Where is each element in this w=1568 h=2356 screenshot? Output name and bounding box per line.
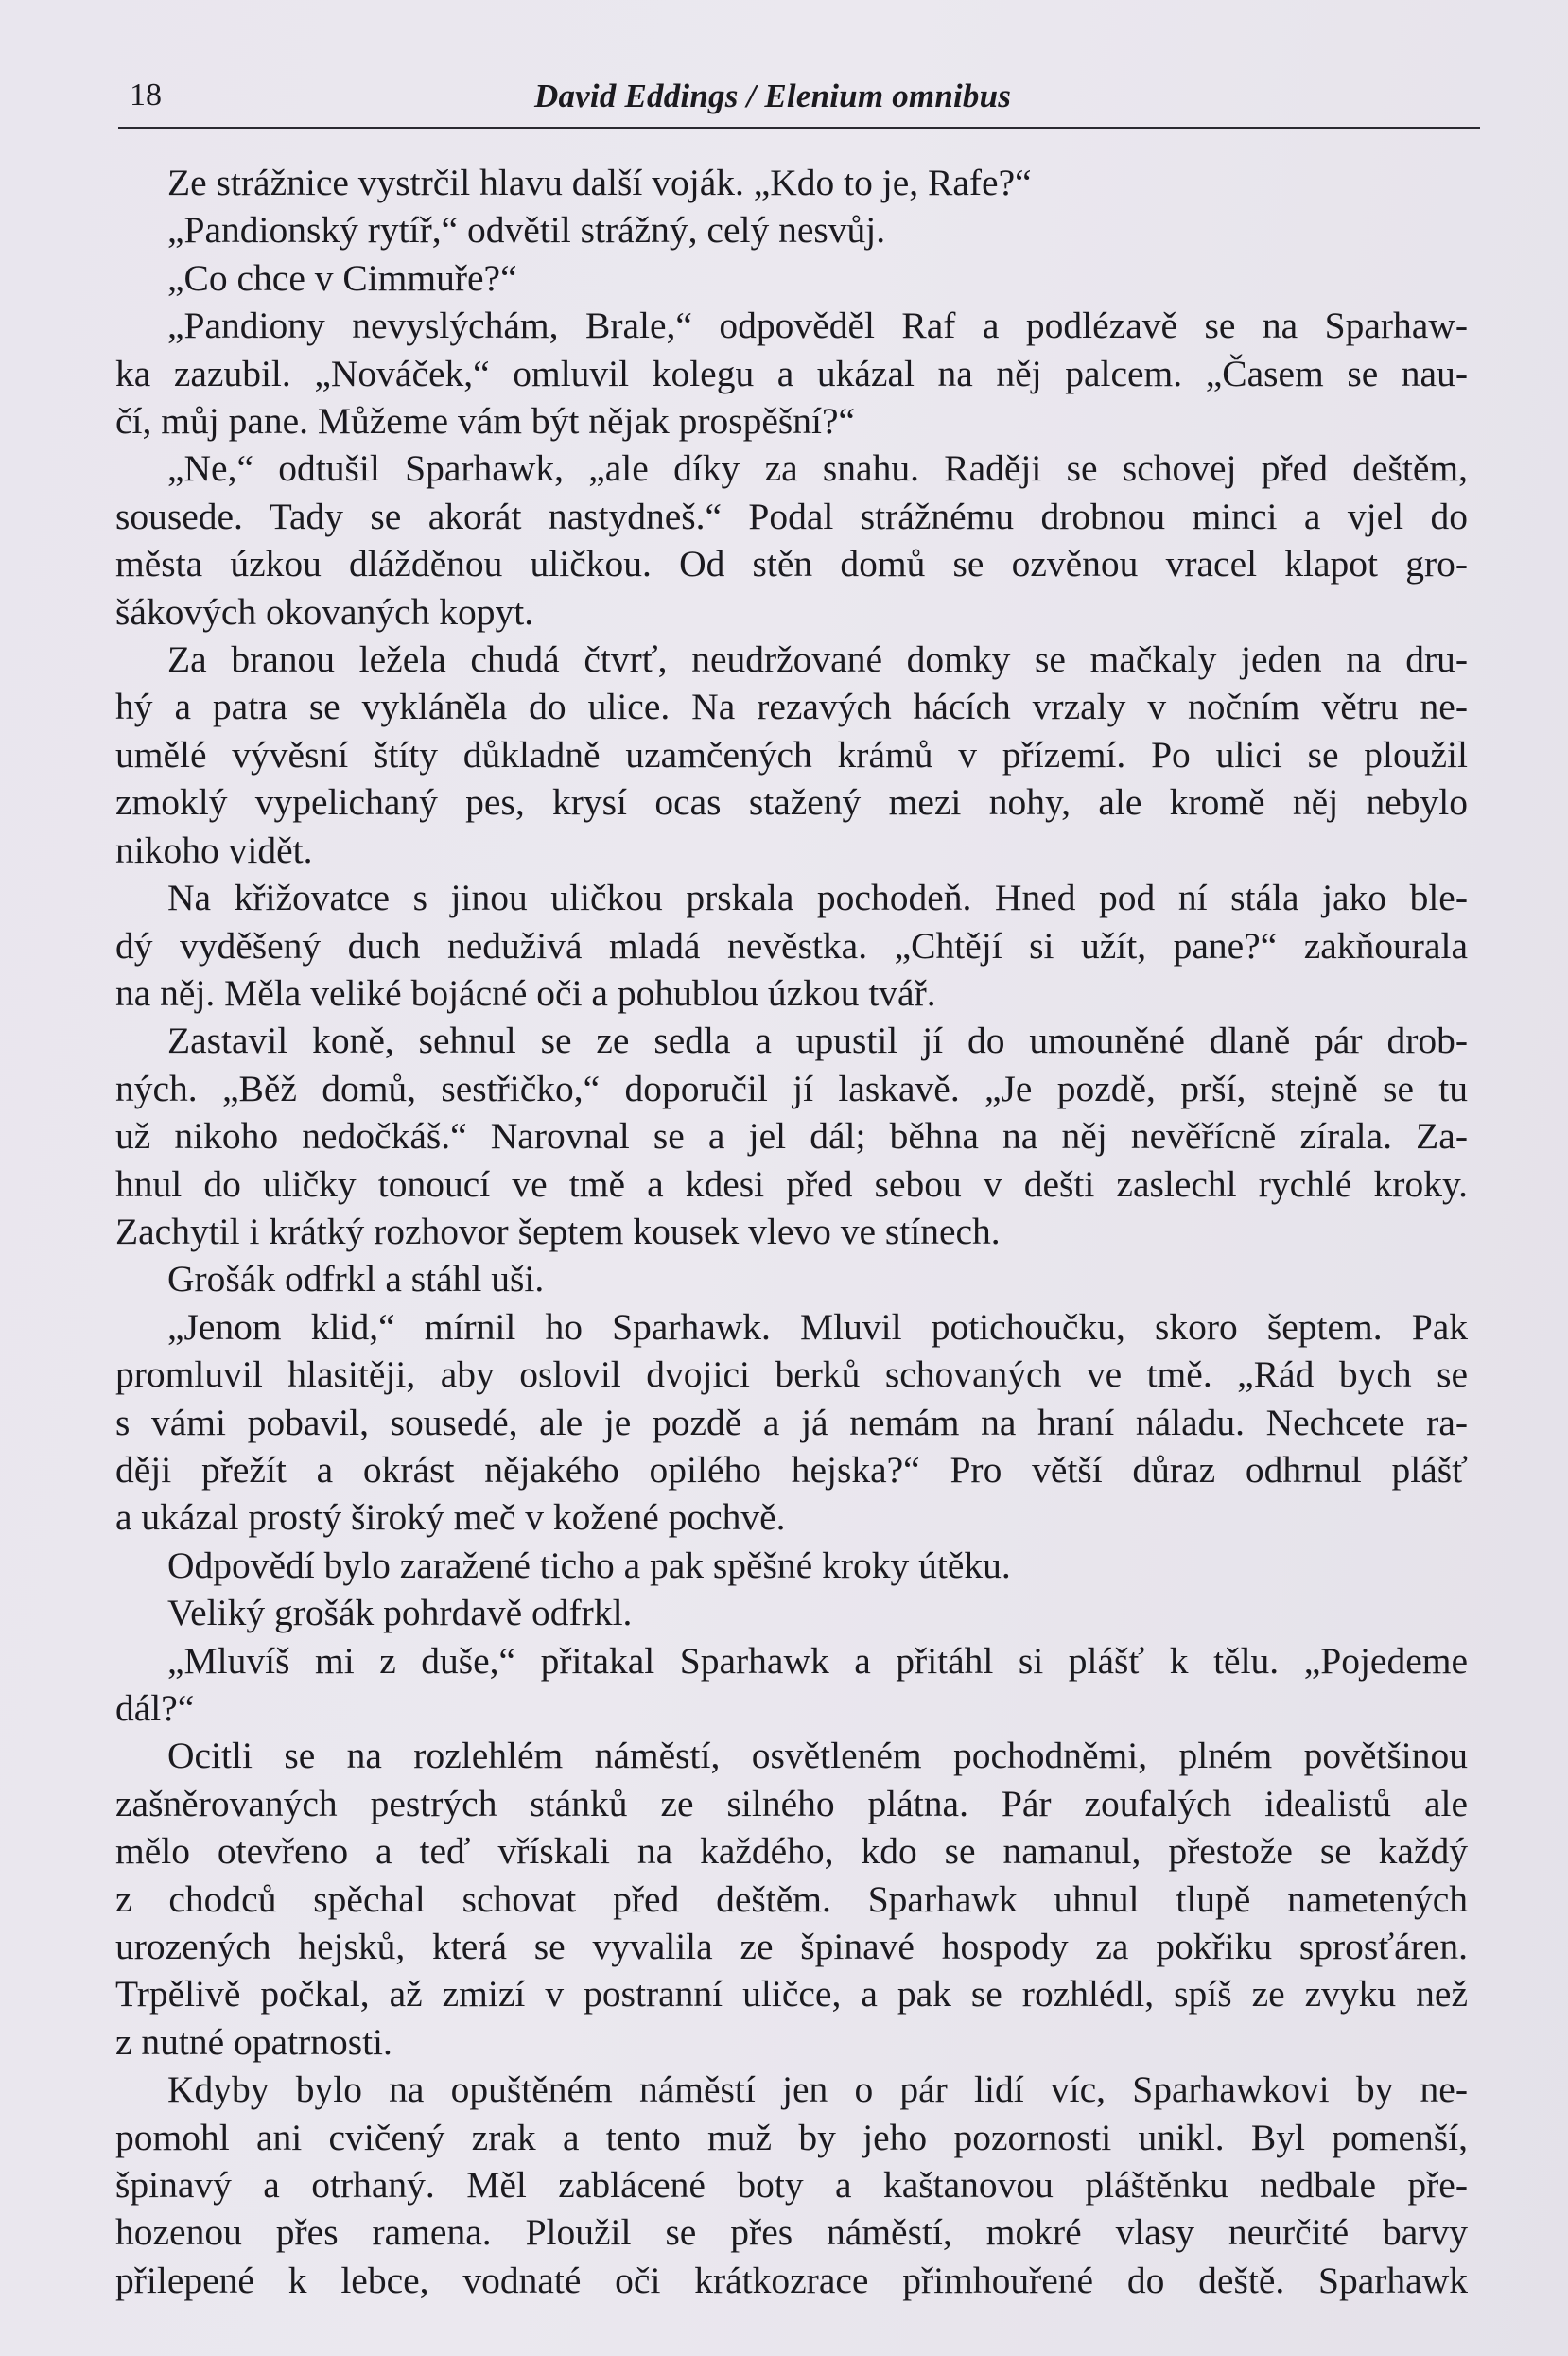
- text-line: sousede. Tady se akorát nastydneš.“ Podal strážnému drobnou minci a vjel do: [115, 495, 1468, 537]
- running-header: [118, 74, 1480, 129]
- text-line: na něj. Měla veliké bojácné oči a pohublou úzkou tvář.: [115, 971, 936, 1014]
- text-line: promluvil hlasitěji, aby oslovil dvojici berků schovaných ve tmě. „Rád bych se: [115, 1353, 1468, 1396]
- text-line: Zastavil koně, sehnul se ze sedla a upustil jí do umouněné dlaně pár drob-: [167, 1020, 1468, 1062]
- text-line: „Pandiony nevyslýchám, Brale,“ odpověděl Raf a podlézavě se na Sparhaw-: [167, 305, 1468, 347]
- text-line: přilepené k lebce, vodnaté oči krátkozrace přimhouřené do deště. Sparhawk: [115, 2259, 1468, 2301]
- text-line: z chodců spěchal schovat před deštěm. Sparhawk uhnul tlupě nametených: [115, 1877, 1468, 1920]
- body-text: [115, 159, 1468, 2304]
- text-line: umělé vývěsní štíty důkladně uzamčených krámů v přízemí. Po ulici se ploužil: [115, 733, 1468, 776]
- text-line: města úzkou dlážděnou uličkou. Od stěn domů se ozvěnou vracel klapot gro-: [115, 543, 1468, 585]
- text-line: čí, můj pane. Můžeme vám být nějak prospěšní?“: [115, 400, 856, 443]
- text-line: Ocitli se na rozlehlém náměstí, osvětleném pochodněmi, plném povětšinou: [167, 1735, 1468, 1777]
- text-line: Veliký grošák pohrdavě odfrkl.: [167, 1592, 633, 1634]
- text-line: ka zazubil. „Nováček,“ omluvil kolegu a ukázal na něj palcem. „Časem se nau-: [115, 352, 1468, 394]
- text-line: hnul do uličky tonoucí ve tmě a kdesi před sebou v dešti zaslechl rychlé kroky.: [115, 1162, 1468, 1205]
- text-line: zmoklý vypelichaný pes, krysí ocas stažený mezi nohy, ale kromě něj nebylo: [115, 781, 1468, 824]
- text-line: „Pandionský rytíř,“ odvětil strážný, celý nesvůj.: [167, 209, 886, 252]
- text-line: už nikoho nedočkáš.“ Narovnal se a jel dál; běhna na něj nevěřícně zírala. Za-: [115, 1115, 1468, 1158]
- text-line: dý vyděšený duch neduživá mladá nevěstka. „Chtějí si užít, pane?“ zakňourala: [115, 924, 1468, 967]
- text-line: hozenou přes ramena. Ploužil se přes náměstí, mokré vlasy neurčité barvy: [115, 2211, 1468, 2254]
- text-line: špinavý a otrhaný. Měl zablácené boty a kaštanovou pláštěnku nedbale pře-: [115, 2164, 1468, 2207]
- text-line: mělo otevřeno a teď vřískali na každého, kdo se namanul, přestože se každý: [115, 1830, 1468, 1873]
- text-line: urozených hejsků, která se vyvalila ze špinavé hospody za pokřiku sprosťáren.: [115, 1926, 1468, 1968]
- text-line: „Mluvíš mi z duše,“ přitakal Sparhawk a přitáhl si plášť k tělu. „Pojedeme: [167, 1639, 1468, 1682]
- text-line: hý a patra se vykláněla do ulice. Na rezavých hácích vrzaly v nočním větru ne-: [115, 686, 1468, 728]
- text-line: „Co chce v Cimmuře?“: [167, 256, 517, 299]
- text-line: nikoho vidět.: [115, 829, 313, 871]
- text-line: zašněrovaných pestrých stánků ze silného plátna. Pár zoufalých idealistů ale: [115, 1782, 1468, 1824]
- text-line: ných. „Běž domů, sestřičko,“ doporučil jí laskavě. „Je pozdě, prší, stejně se tu: [115, 1067, 1468, 1109]
- text-line: „Ne,“ odtušil Sparhawk, „ale díky za snahu. Raději se schovej před deštěm,: [167, 447, 1468, 490]
- text-line: Ze strážnice vystrčil hlavu další voják. „Kdo to je, Rafe?“: [167, 162, 1032, 203]
- text-line: Trpělivě počkal, až zmizí v postranní uličce, a pak se rozhlédl, spíš ze zvyku než: [115, 1973, 1468, 2016]
- text-line: Grošák odfrkl a stáhl uši.: [167, 1258, 545, 1300]
- text-line: pomohl ani cvičený zrak a tento muž by jeho pozornosti unikl. Byl pomenší,: [115, 2116, 1468, 2158]
- text-line: ději přežít a okrást nějakého opilého hejska?“ Pro větší důraz odhrnul plášť: [115, 1448, 1468, 1491]
- text-line: Kdyby bylo na opuštěném náměstí jen o pár lidí víc, Sparhawkovi by ne-: [167, 2068, 1468, 2111]
- text-line: Odpovědí bylo zaražené ticho a pak spěšné kroky útěku.: [167, 1544, 1011, 1586]
- text-line: šákových okovaných kopyt.: [115, 590, 534, 633]
- text-line: Na křižovatce s jinou uličkou prskala pochodeň. Hned pod ní stála jako ble-: [167, 877, 1468, 919]
- text-line: a ukázal prostý široký meč v kožené pochvě.: [115, 1496, 786, 1539]
- text-line: Zachytil i krátký rozhovor šeptem kousek vlevo ve stínech.: [115, 1210, 1001, 1252]
- text-line: Za branou ležela chudá čtvrť, neudržované domky se mačkaly jeden na dru-: [167, 638, 1468, 681]
- running-title: David Eddings / Elenium omnibus: [534, 78, 1012, 114]
- text-line: „Jenom klid,“ mírnil ho Sparhawk. Mluvil potichoučku, skoro šeptem. Pak: [167, 1305, 1468, 1348]
- text-line: z nutné opatrnosti.: [115, 2020, 392, 2063]
- text-line: dál?“: [115, 1687, 195, 1729]
- page-number: 18: [130, 78, 162, 113]
- text-line: s vámi pobavil, sousedé, ale je pozdě a já nemám na hraní náladu. Nechcete ra-: [115, 1401, 1468, 1443]
